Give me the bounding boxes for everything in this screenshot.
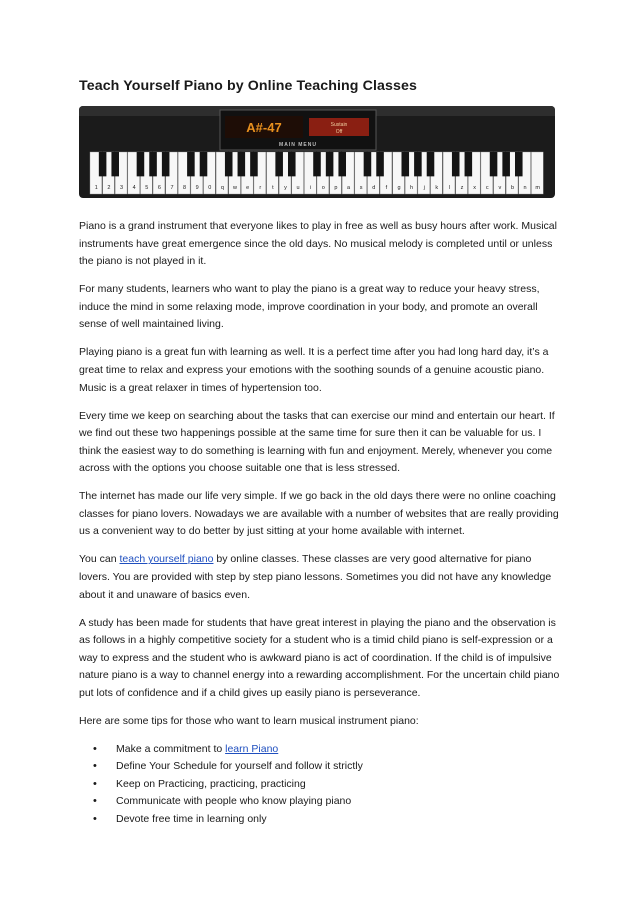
key-label: u: [296, 185, 300, 191]
key-label: k: [435, 185, 439, 191]
black-key: [111, 152, 119, 176]
black-key: [137, 152, 145, 176]
black-key: [364, 152, 372, 176]
black-key: [414, 152, 422, 176]
key-label: i: [310, 185, 312, 191]
black-key: [401, 152, 409, 176]
list-item: [79, 776, 565, 793]
key-label: 9: [195, 185, 199, 191]
key-label: 1: [94, 185, 98, 191]
paragraph: A study has been made for students that have great interest in playing the piano and the observation is as follows in a highly competitive society for a student who is a timid child piano is self-expression or a way to express and the student who is awkward piano is act of coordination. If the child is of impulsive nature piano is a way to channel energy into a rewarding accomplishment. For the uncertain child piano put lots of confidence and if a child gives up easily piano is perseverance.: [79, 616, 560, 699]
key-label: 6: [157, 185, 161, 191]
list-item-text: Keep on Practicing, practicing, practicing: [116, 777, 306, 790]
page-title: Teach Yourself Piano by Online Teaching Classes: [79, 78, 417, 94]
list-item-text: Devote free time in learning only: [116, 812, 267, 825]
black-key: [238, 152, 246, 176]
black-key: [326, 152, 334, 176]
list-item: [79, 741, 565, 758]
key-label: 5: [145, 185, 149, 191]
bullet-icon: •: [93, 795, 97, 808]
key-label: y: [284, 185, 287, 191]
bullet-icon: •: [93, 760, 97, 773]
paragraph-text: by online classes. These classes are very good alternative for piano lovers. You are provided with step by step piano lessons. Sometimes you did not have any knowledge about it and unaware of basics even.: [79, 553, 552, 601]
key-label: x: [473, 185, 477, 191]
key-label: n: [523, 185, 527, 191]
bullet-icon: •: [93, 777, 97, 790]
black-key: [225, 152, 233, 176]
key-label: v: [498, 185, 502, 191]
black-key: [452, 152, 460, 176]
paragraph: The internet has made our life very simple. If we go back in the old days there were no online coaching classes for piano lovers. Nowadays we are available with a number of websites that are really providing us a convenient way to do better by just sitting at your home available with internet.: [79, 490, 559, 538]
black-key: [99, 152, 107, 176]
black-key: [427, 152, 435, 176]
black-key: [288, 152, 296, 176]
paragraph-text: You can: [79, 553, 120, 566]
black-key: [313, 152, 321, 176]
black-key: [250, 152, 258, 176]
key-label: 8: [183, 185, 187, 191]
list-item: [79, 793, 565, 810]
key-label: m: [535, 185, 540, 191]
paragraph: [79, 551, 565, 604]
key-label: g: [397, 185, 401, 191]
bullet-icon: •: [93, 812, 97, 825]
key-label: 2: [107, 185, 111, 191]
list-item-text: Make a commitment to: [116, 742, 226, 755]
key-label: a: [346, 185, 351, 191]
key-label: 4: [132, 185, 136, 191]
key-label: t: [272, 185, 274, 191]
key-label: f: [385, 185, 388, 191]
key-label: h: [410, 185, 414, 191]
paragraph: Here are some tips for those who want to learn musical instrument piano:: [79, 714, 419, 727]
black-key: [149, 152, 157, 176]
sustain-label: Sustain: [330, 122, 348, 128]
teach-yourself-piano-link[interactable]: teach yourself piano: [119, 553, 214, 566]
key-label: 0: [208, 185, 212, 191]
key-label: o: [321, 185, 325, 191]
sustain-value: Off: [335, 129, 343, 135]
black-key: [490, 152, 498, 176]
key-label: b: [510, 185, 515, 191]
black-key: [515, 152, 523, 176]
key-label: z: [460, 185, 464, 191]
key-label: j: [423, 185, 425, 191]
key-label: w: [233, 185, 238, 191]
black-key: [162, 152, 170, 176]
key-label: e: [246, 185, 250, 191]
key-label: d: [372, 185, 376, 191]
black-key: [338, 152, 346, 176]
black-key: [200, 152, 208, 176]
list-item-text: Communicate with people who know playing piano: [116, 795, 352, 808]
list-item-text: Define Your Schedule for yourself and follow it strictly: [116, 760, 363, 773]
black-key: [275, 152, 283, 176]
key-label: q: [220, 185, 224, 191]
key-label: c: [485, 185, 489, 191]
black-key: [376, 152, 384, 176]
paragraph: Playing piano is a great fun with learning as well. It is a perfect time after you had long hard day, it’s a great time to relax and express your emotions with the soothing sounds of a genuine acoustic piano. Music is a great relaxer in times of hypertension too.: [79, 346, 549, 394]
paragraph: Every time we keep on searching about the tasks that can exercise our mind and entertain our heart. If we find out these two happenings possible at the same time for sure then it can be valuable for us. I think the easiest way to do something is learning with fun and enjoyment. Merely, whenever you come across with the options you choose suitable one that is less stressed.: [79, 409, 555, 475]
article-body: [79, 218, 565, 828]
black-key: [187, 152, 195, 176]
key-label: s: [359, 185, 363, 191]
key-label: 3: [119, 185, 124, 191]
learn-piano-link[interactable]: learn Piano: [225, 742, 279, 755]
key-label: p: [334, 185, 338, 191]
key-label: 7: [170, 185, 174, 191]
key-label: l: [448, 185, 451, 191]
black-key: [502, 152, 510, 176]
list-item: [79, 758, 565, 775]
key-label: r: [259, 185, 262, 191]
list-item: [79, 811, 565, 828]
tips-list: [79, 741, 565, 828]
bullet-icon: •: [93, 742, 97, 755]
paragraph: Piano is a grand instrument that everyone likes to play in free as well as busy hours after work. Musical instruments have great emergence since the old days. No musical melody is completed until or unless the piano is not played in it.: [79, 220, 557, 268]
piano-display-note: A#-47: [246, 120, 282, 135]
piano-keyboard-image: [79, 106, 555, 198]
main-menu-label: MAIN MENU: [279, 142, 317, 148]
paragraph: For many students, learners who want to play the piano is a great way to reduce your heavy stress, induce the mind in some relaxing mode, improve coordination in your body, and promote an overall sense of well maintained living.: [79, 283, 540, 331]
black-key: [465, 152, 473, 176]
